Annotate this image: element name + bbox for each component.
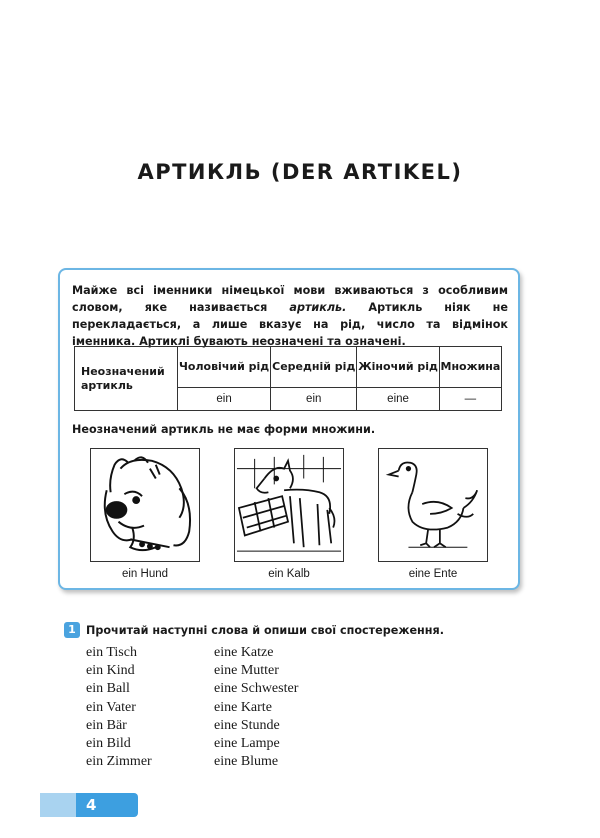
word-list-masculine-neuter (86, 644, 152, 771)
list-item: eine Lampe (214, 736, 280, 752)
word-list-feminine (214, 644, 298, 771)
page-title: АРТИКЛЬ (DER ARTIKEL) (137, 160, 463, 184)
calf-icon (235, 449, 343, 561)
intro-text-1: Майже всі іменники німецької мови вживаються з особливим словом, яке називається (72, 284, 508, 314)
table-col-plural: Множина (439, 347, 501, 388)
task-1 (64, 622, 444, 638)
intro-text-2: Артикль ніяк не перекладається, а лише вказує на рід, число та відмінок іменника. Артиклі бувають неозначені та означені. (72, 301, 508, 348)
list-item: ein Vater (86, 699, 136, 715)
list-item: eine Katze (214, 645, 274, 660)
page-number-bar (40, 793, 138, 817)
calf-picture (234, 448, 344, 562)
duck-caption: eine Ente (408, 568, 458, 580)
list-item: ein Tisch (86, 645, 137, 660)
task-instruction: Прочитай наступні слова й опиши свої спостереження. (86, 623, 444, 637)
list-item: eine Karte (214, 699, 272, 715)
page-number: 4 (86, 796, 97, 814)
article-table (74, 346, 502, 411)
rule-intro (72, 282, 508, 350)
dog-icon (91, 449, 199, 561)
calf-caption: ein Kalb (268, 568, 310, 580)
duck-picture (378, 448, 488, 562)
list-item: ein Ball (86, 681, 130, 697)
table-value-plural: — (439, 388, 501, 411)
list-item: eine Stunde (214, 717, 280, 733)
intro-term: артикль. (289, 301, 347, 314)
list-item: eine Blume (214, 754, 279, 770)
rule-box (58, 268, 520, 590)
table-value-neuter: ein (271, 388, 357, 411)
list-item: ein Bär (86, 717, 127, 733)
table-value-masculine: ein (178, 388, 271, 411)
table-col-neuter: Середній рід (271, 347, 357, 388)
table-row-header: Неозначений артикль (75, 347, 178, 411)
table-value-feminine: eine (357, 388, 440, 411)
no-plural-note: Неозначений артикль не має форми множини. (72, 423, 376, 436)
task-number-badge: 1 (64, 622, 80, 638)
dog-caption: ein Hund (121, 568, 169, 580)
list-item: ein Bild (86, 736, 131, 752)
table-col-feminine: Жіночий рід (357, 347, 440, 388)
duck-icon (379, 449, 487, 561)
list-item: ein Zimmer (86, 754, 152, 770)
list-item: eine Mutter (214, 663, 279, 679)
list-item: ein Kind (86, 663, 135, 679)
list-item: eine Schwester (214, 681, 299, 697)
table-col-masculine: Чоловічий рід (178, 347, 271, 388)
dog-picture (90, 448, 200, 562)
